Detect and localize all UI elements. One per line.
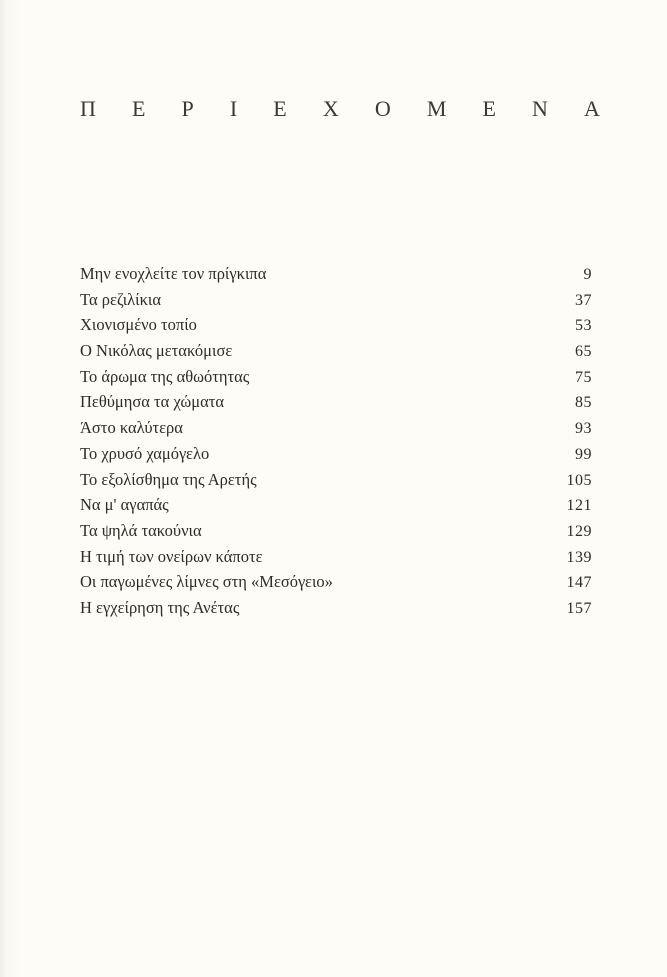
toc-entry [80,367,592,393]
toc-entry-page: 37 [575,291,592,309]
toc-entry [80,418,592,444]
toc-entry-title: Πεθύμησα τα χώματα [80,392,225,412]
toc-entry-title: Τα ρεζιλίκια [80,289,162,309]
toc-entry-title: Ο Νικόλας μετακόμισε [80,341,233,361]
toc-entry-page: 157 [566,599,592,617]
toc-entry [80,392,592,418]
toc-entry-page: 129 [566,522,592,540]
toc-entry-page: 85 [575,394,592,412]
toc-entry [80,521,592,547]
toc-entry [80,315,592,341]
toc-entry-title: Μην ενοχλείτε τον πρίγκιπα [80,264,267,283]
toc-entry-page: 121 [566,497,592,515]
toc-entry [80,341,592,367]
page-title-letter: Ρ [181,96,194,121]
page-title-letter: Ο [374,96,391,121]
toc-entry [80,444,592,470]
page-title-letter: Ι [229,96,238,121]
toc-entry [80,495,592,521]
page-title-letter: Ε [131,96,146,121]
toc-entry-page: 147 [566,574,592,592]
toc-entry [80,598,592,624]
toc-entry-page: 65 [575,343,592,361]
toc-entry-page: 99 [575,445,592,463]
page-title-letter: Χ [322,96,339,121]
toc-entry-title: Τα ψηλά τακούνια [80,520,202,540]
page-title-letter: Μ [426,96,447,121]
toc-entry [80,290,592,316]
toc-entry-title: Το άρωμα της αθωότητας [80,366,250,386]
toc-entry [80,470,592,496]
toc-entry-page: 53 [575,317,592,335]
toc-entry-title: Η τιμή των ονείρων κάποτε [80,546,263,566]
page-title-letter: Ν [532,96,548,121]
toc-entry-page: 139 [566,548,592,566]
toc-entry-title: Άστο καλύτερα [80,418,183,438]
toc-entry-title: Η εγχείρηση της Ανέτας [80,597,240,617]
page-title-letter: Α [584,96,600,121]
toc-entry [80,572,592,598]
toc-entry-title: Οι παγωμένες λίμνες στη «Μεσόγειο» [80,572,333,592]
toc-entry-page: 105 [566,471,592,489]
toc-entry-title: Το εξολίσθημα της Αρετής [80,469,257,489]
page-title-letter: Π [80,96,96,121]
toc-entry [80,547,592,573]
toc-entry [80,264,592,290]
page-title-letter: Ε [273,96,287,121]
toc-entry-page: 93 [575,420,592,438]
toc-entry-title: Το χρυσό χαμόγελο [80,443,210,463]
table-of-contents [80,264,592,624]
toc-entry-page: 75 [575,368,592,386]
page-title-letter: Ε [482,96,496,121]
toc-entry-page: 9 [583,266,592,283]
toc-entry-title: Να μ' αγαπάς [80,495,169,515]
page-title [80,96,600,122]
toc-entry-title: Χιονισμένο τοπίο [80,315,197,335]
